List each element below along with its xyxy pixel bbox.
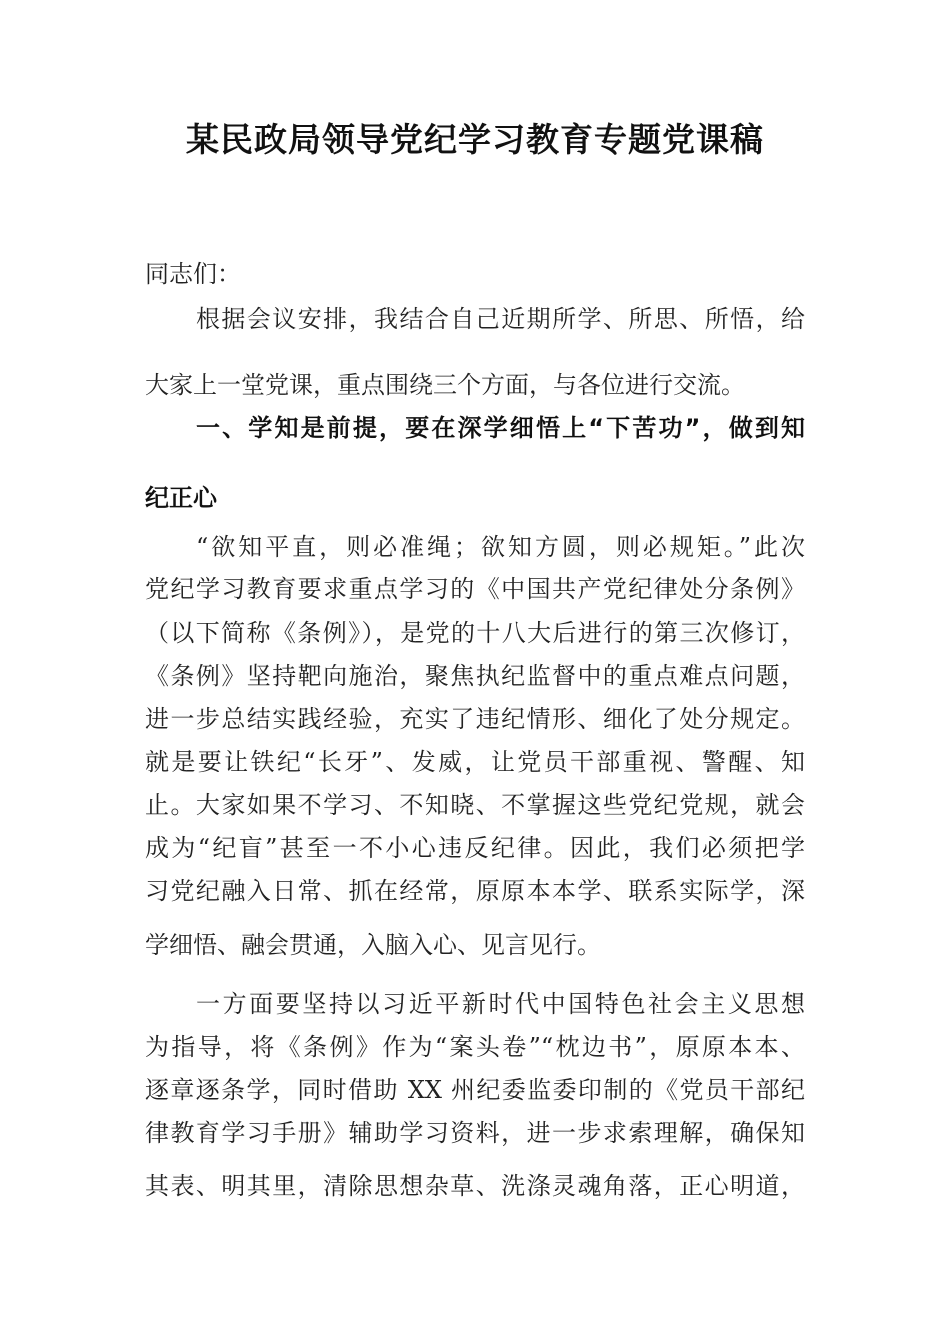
paragraph-line: 止。大家如果不学习、不知晓、不掌握这些党纪党规，就会 bbox=[145, 791, 805, 819]
paragraph-line: 律教育学习手册》辅助学习资料，进一步求索理解，确保知 bbox=[145, 1119, 805, 1147]
paragraph-line: （以下简称《条例》），是党的十八大后进行的第三次修订， bbox=[145, 619, 805, 647]
paragraph-line: 根据会议安排，我结合自己近期所学、所思、所悟，给 bbox=[196, 305, 805, 333]
paragraph-line: 成为“纪盲”甚至一不小心违反纪律。因此，我们必须把学 bbox=[145, 834, 805, 862]
paragraph-line: 习党纪融入日常、抓在经常，原原本本学、联系实际学，深 bbox=[145, 877, 805, 905]
section-heading: 纪正心 bbox=[145, 484, 217, 512]
paragraph-line: 一方面要坚持以习近平新时代中国特色社会主义思想 bbox=[196, 990, 805, 1018]
paragraph-line: 为指导，将《条例》作为“案头卷”“枕边书”，原原本本、 bbox=[145, 1033, 805, 1061]
section-heading: 一、学知是前提，要在深学细悟上“下苦功”，做到知 bbox=[196, 414, 805, 442]
paragraph-line: 学细悟、融会贯通，入脑入心、见言见行。 bbox=[145, 931, 601, 959]
paragraph-line: 进一步总结实践经验，充实了违纪情形、细化了处分规定。 bbox=[145, 705, 805, 733]
paragraph-line: “欲知平直，则必准绳；欲知方圆，则必规矩。”此次 bbox=[196, 533, 805, 561]
paragraph-line: 就是要让铁纪“长牙”、发威，让党员干部重视、警醒、知 bbox=[145, 748, 805, 776]
paragraph-line: 《条例》坚持靶向施治，聚焦执纪监督中的重点难点问题， bbox=[145, 662, 805, 690]
paragraph-line: 大家上一堂党课，重点围绕三个方面，与各位进行交流。 bbox=[145, 371, 745, 399]
paragraph-line: 党纪学习教育要求重点学习的《中国共产党纪律处分条例》 bbox=[145, 575, 805, 603]
salutation: 同志们： bbox=[145, 260, 241, 288]
paragraph-line: 逐章逐条学，同时借助 XX 州纪委监委印制的《党员干部纪 bbox=[145, 1076, 805, 1104]
paragraph-line: 其表、明其里，清除思想杂草、洗涤灵魂角落，正心明道， bbox=[145, 1172, 805, 1200]
document-title: 某民政局领导党纪学习教育专题党课稿 bbox=[186, 120, 764, 159]
